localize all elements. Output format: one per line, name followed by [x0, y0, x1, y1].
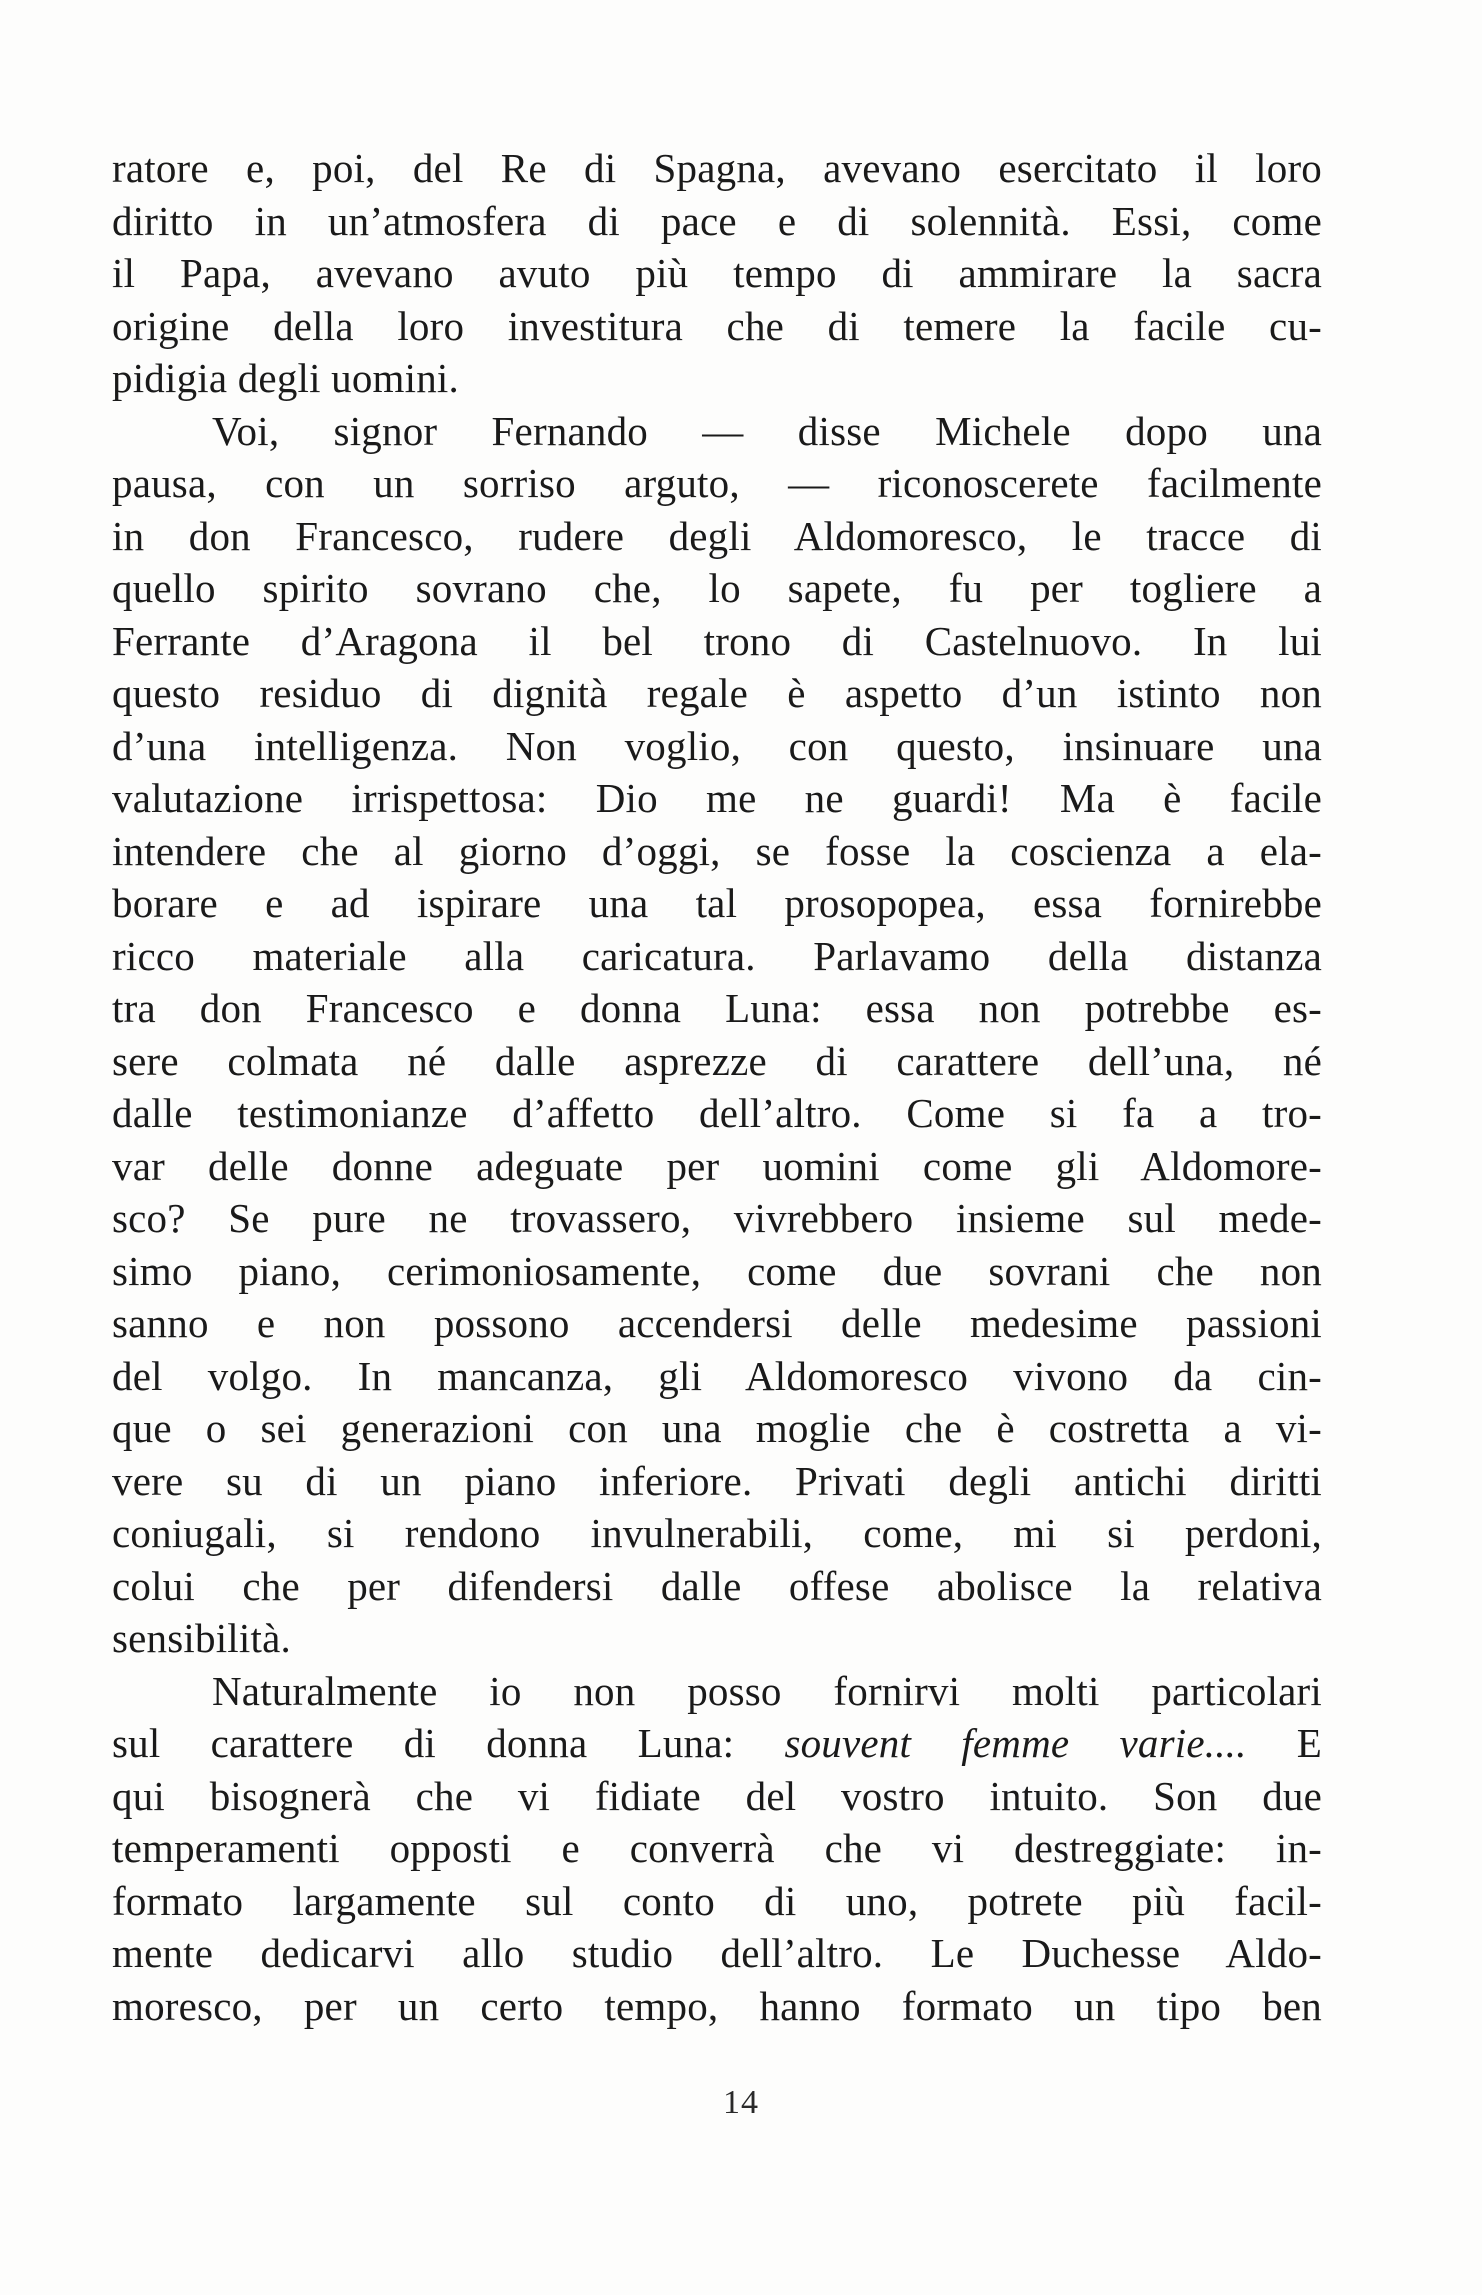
text-line: del volgo. In mancanza, gli Aldomoresco vivono da cin- — [112, 1352, 1322, 1399]
text-line: origine della loro investitura che di temere la facile cu- — [112, 302, 1322, 349]
text-line: d’una intelligenza. Non voglio, con questo, insinuare una — [112, 722, 1322, 769]
text-line: diritto in un’atmosfera di pace e di solennità. Essi, come — [112, 197, 1322, 244]
text-segment: E — [1246, 1720, 1322, 1766]
text-line-with-italic — [112, 1717, 1322, 1770]
text-line: questo residuo di dignità regale è aspetto d’un istinto non — [112, 670, 1322, 716]
text-line: sere colmata né dalle asprezze di carattere dell’una, né — [112, 1037, 1322, 1084]
text-line: ricco materiale alla caricatura. Parlavamo della distanza — [112, 932, 1322, 979]
text-line: que o sei generazioni con una moglie che è costretta a vi- — [112, 1405, 1322, 1451]
text-line: pausa, con un sorriso arguto, — riconoscerete facilmente — [112, 460, 1322, 506]
text-line: sco? Se pure ne trovassero, vivrebbero insieme sul mede- — [112, 1195, 1322, 1241]
page-number: 14 — [723, 2084, 759, 2121]
text-line: mente dedicarvi allo studio dell’altro. Le Duchesse Aldo- — [112, 1930, 1322, 1976]
body-text — [112, 142, 1322, 2032]
text-line: simo piano, cerimoniosamente, come due sovrani che non — [112, 1247, 1322, 1294]
paragraph-start-line: Voi, signor Fernando — disse Michele dopo una — [212, 407, 1322, 454]
paragraph-start-line: Naturalmente io non posso fornirvi molti particolari — [212, 1667, 1322, 1714]
italic-quote: souvent femme varie.... — [784, 1720, 1247, 1766]
text-line: dalle testimonianze d’affetto dell’altro. Come si fa a tro- — [112, 1090, 1322, 1136]
text-line: var delle donne adeguate per uomini come gli Aldomore- — [112, 1142, 1322, 1189]
text-line: in don Francesco, rudere degli Aldomoresco, le tracce di — [112, 512, 1322, 559]
text-line: vere su di un piano inferiore. Privati degli antichi diritti — [112, 1457, 1322, 1504]
text-line: moresco, per un certo tempo, hanno formato un tipo ben — [112, 1982, 1322, 2029]
text-line: tra don Francesco e donna Luna: essa non potrebbe es- — [112, 985, 1322, 1031]
text-line: il Papa, avevano avuto più tempo di ammirare la sacra — [112, 250, 1322, 296]
text-line: sanno e non possono accendersi delle medesime passioni — [112, 1300, 1322, 1346]
text-line: formato largamente sul conto di uno, potrete più facil- — [112, 1877, 1322, 1924]
text-line: pidigia degli uomini. — [112, 355, 459, 401]
text-line: Ferrante d’Aragona il bel trono di Castelnuovo. In lui — [112, 617, 1322, 664]
text-line: coniugali, si rendono invulnerabili, come, mi si perdoni, — [112, 1510, 1322, 1556]
text-line: sensibilità. — [112, 1615, 291, 1661]
text-segment: sul carattere di donna Luna: — [112, 1720, 785, 1766]
text-line: valutazione irrispettosa: Dio me ne guardi! Ma è facile — [112, 775, 1322, 821]
text-line: temperamenti opposti e converrà che vi destreggiate: in- — [112, 1825, 1322, 1871]
text-line: colui che per difendersi dalle offese abolisce la relativa — [112, 1562, 1322, 1609]
text-line: quello spirito sovrano che, lo sapete, fu per togliere a — [112, 565, 1322, 611]
text-line: qui bisognerà che vi fidiate del vostro intuito. Son due — [112, 1772, 1322, 1819]
text-line: ratore e, poi, del Re di Spagna, avevano esercitato il loro — [112, 145, 1322, 191]
text-line: intendere che al giorno d’oggi, se fosse la coscienza a ela- — [112, 827, 1322, 874]
text-line: borare e ad ispirare una tal prosopopea, essa fornirebbe — [112, 880, 1322, 926]
